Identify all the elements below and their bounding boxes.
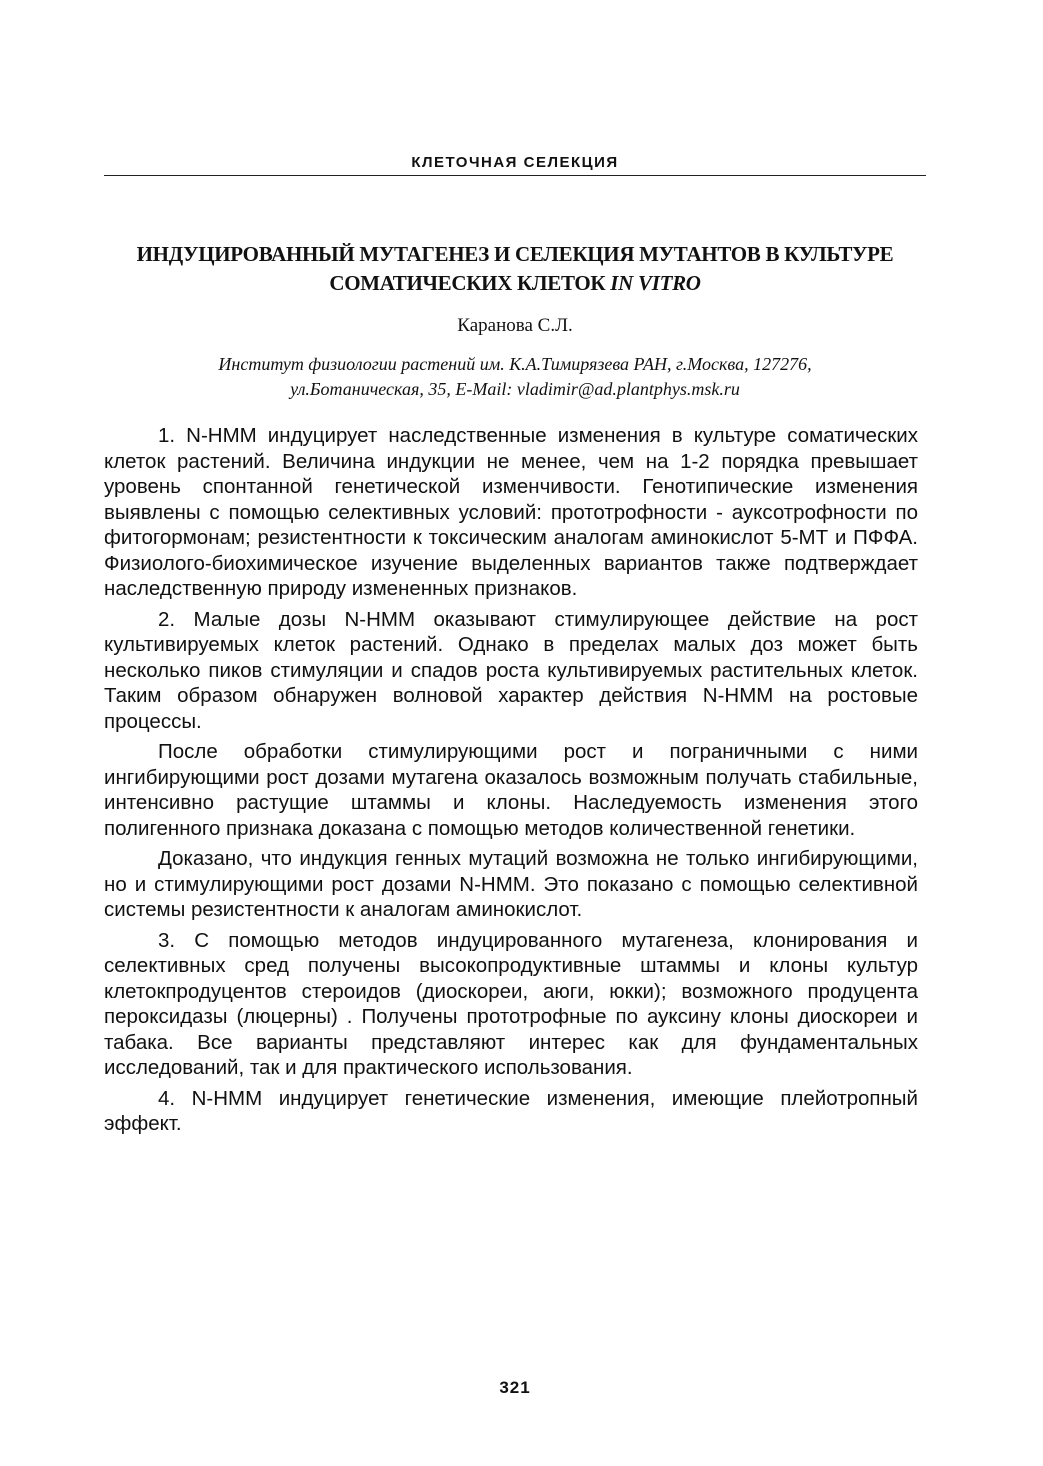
affiliation-line-2: ул.Ботаническая, 35, E-Mail: vladimir@ad.plantphys.msk.ru — [290, 379, 740, 399]
article-title-text: ИНДУЦИРОВАННЫЙ МУТАГЕНЕЗ И СЕЛЕКЦИЯ МУТАНТОВ В КУЛЬТУРЕ СОМАТИЧЕСКИХ КЛЕТОК — [136, 242, 894, 295]
author-name: Каранова С.Л. — [457, 315, 573, 336]
affiliation — [104, 352, 926, 402]
affiliation-line-1: Институт физиологии растений им. К.А.Тимирязева РАН, г.Москва, 127276, — [218, 354, 812, 374]
article-title-italic: IN VITRO — [610, 271, 701, 295]
paragraph-3: После обработки стимулирующими рост и пограничными с ними ингибирующими рост дозами мутагена оказалось возможным получать стабильные, интенсивно растущие штаммы и клоны. Наследуемость изменения этого полигенного признака доказана с помощью методов количественной генетики. — [104, 740, 918, 840]
running-header: КЛЕТОЧНАЯ СЕЛЕКЦИЯ — [411, 154, 619, 171]
header-rule — [104, 175, 926, 176]
article-body — [104, 423, 918, 1142]
paragraph-5: 3. С помощью методов индуцированного мутагенеза, клонирования и селективных сред получены высокопродуктивные штаммы и клоны культур клетокпродуцентов стероидов (диоскореи, аюги, юкки); возможного продуцента пероксидазы (люцерны) . Получены прототрофные по ауксину клоны диоскореи и табака. Все варианты представляют интерес как для фундаментальных исследований, так и для практического использования. — [104, 928, 918, 1079]
paragraph-2: 2. Малые дозы N-НММ оказывают стимулирующее действие на рост культивируемых клеток растений. Однако в пределах малых доз может быть несколько пиков стимуляции и спадов роста культивируемых растительных клеток. Таким образом обнаружен волновой характер действия N-НММ на ростовые процессы. — [104, 607, 918, 733]
page-number: 321 — [499, 1378, 531, 1397]
paragraph-4: Доказано, что индукция генных мутаций возможна не только ингибирующими, но и стимулирующими рост дозами N-НММ. Это показано с помощью селективной системы резистентности к аналогам аминокислот. — [104, 847, 918, 921]
paragraph-6: 4. N-НММ индуцирует генетические изменения, имеющие плейотропный эффект. — [104, 1086, 918, 1135]
paragraph-1: 1. N-НММ индуцирует наследственные изменения в культуре соматических клеток растений. Величина индукции не менее, чем на 1-2 порядка превышает уровень спонтанной генетической изменчивости. Генотипические изменения выявлены с помощью селективных условий: прототрофности - ауксотрофности по фитогормонам; резистентности к токсическим аналогам аминокислот 5-МТ и ПФФА. Физиолого-биохимическое изучение выделенных вариантов также подтверждает наследственную природу измененных признаков. — [104, 424, 918, 600]
article-title — [104, 240, 926, 298]
